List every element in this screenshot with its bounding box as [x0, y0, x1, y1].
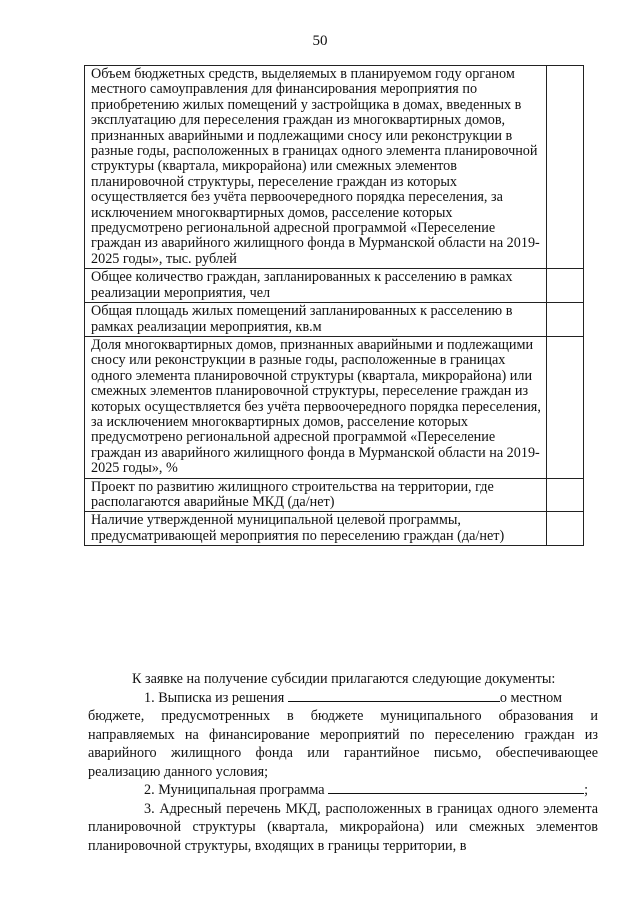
table-row — [85, 512, 584, 546]
document-item-2 — [88, 781, 598, 800]
table-row — [85, 303, 584, 337]
table-row — [85, 478, 584, 512]
criteria-value-cell — [547, 336, 584, 478]
item1-prefix: 1. Выписка из решения — [144, 689, 285, 706]
criteria-text-area: Общая площадь жилых помещений запланированных к расселению в рамках реализации мероприятия, кв.м — [85, 303, 547, 337]
table-row — [85, 66, 584, 269]
criteria-text-budget: Объем бюджетных средств, выделяемых в планируемом году органом местного самоуправления для финансирования мероприятия по приобретению жилых помещений у застройщика в домах, введенных в эксплуатацию для переселения граждан из многоквартирных домов, признанных аварийными и подлежащими сносу или реконструкции в разные годы, расположенных в границах одного элемента планировочной структуры (квартала, микрорайона) или смежных элементов планировочной структуры, переселение граждан из которых осуществляется без учёта первоочередного порядка переселения, за исключением многоквартирных домов, расселение которых предусмотрено региональной адресной программой «Переселение граждан из аварийного жилищного фонда в Мурманской области на 2019-2025 годы», тыс. рублей — [85, 66, 547, 269]
item1-suffix: о местном — [499, 689, 562, 706]
criteria-value-cell — [547, 478, 584, 512]
documents-intro: К заявке на получение субсидии прилагаются следующие документы: — [132, 671, 556, 687]
item2-prefix: 2. Муниципальная программа — [144, 782, 325, 798]
criteria-text-citizens: Общее количество граждан, запланированных к расселению в рамках реализации мероприятия, чел — [85, 269, 547, 303]
criteria-value-cell — [547, 303, 584, 337]
criteria-table — [84, 65, 584, 546]
document-item-1 — [88, 689, 598, 708]
criteria-value-cell — [547, 269, 584, 303]
decision-blank-line — [288, 689, 500, 702]
item2-suffix: ; — [584, 782, 589, 798]
table-row — [85, 269, 584, 303]
program-blank-line — [328, 781, 584, 794]
criteria-text-share: Доля многоквартирных домов, признанных аварийными и подлежащими сносу или реконструкции в разные годы, расположенные в границах одного элемента планировочной структуры (квартала, микрорайона) или смежных элементов планировочной структуры, переселение граждан из которых осуществляется без учёта первоочередного порядка переселения, за исключением многоквартирных домов, расселение которых предусмотрено региональной адресной программой «Переселение граждан из аварийного жилищного фонда в Мурманской области на 2019-2025 годы», % — [85, 336, 547, 478]
criteria-text-program: Наличие утвержденной муниципальной целевой программы, предусматривающей мероприятия по переселению граждан (да/нет) — [85, 512, 547, 546]
page-number: 50 — [312, 33, 328, 49]
document-item-1-rest: бюджете, предусмотренных в бюджете муниципального образования и направляемых на финансирование мероприятий по переселению граждан из аварийного жилищного фонда или гарантийное письмо, обеспечивающее реализацию данного условия; — [88, 708, 598, 780]
criteria-value-cell — [547, 66, 584, 269]
documents-section — [88, 670, 598, 855]
criteria-text-project: Проект по развитию жилищного строительства на территории, где располагаются аварийные МКД (да/нет) — [85, 478, 547, 512]
table-row — [85, 336, 584, 478]
criteria-value-cell — [547, 512, 584, 546]
document-item-3: 3. Адресный перечень МКД, расположенных в границах одного элемента планировочной структуры (квартала, микрорайона) или смежных элементов планировочной структуры, входящих в границы территории, в — [88, 800, 598, 854]
